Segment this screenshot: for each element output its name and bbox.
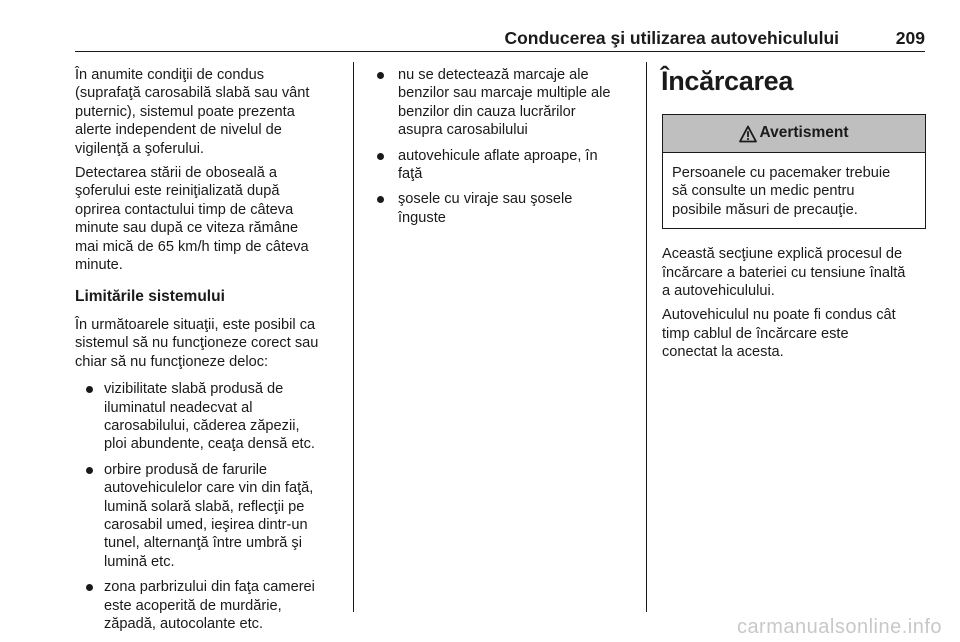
bullet-icon (377, 196, 384, 203)
warning-box (662, 114, 926, 229)
list-item-text: şosele cu viraje sau şosele înguste (398, 191, 573, 226)
subheading-limitations: Limitările sistemului (75, 288, 225, 306)
limitations-list (75, 380, 347, 633)
warning-text: Persoanele cu pacemaker trebuie să consulte un medic pentru posibile măsuri de precauţie. (672, 165, 891, 218)
paragraph: Detectarea stării de oboseală a şoferului este reiniţializată după oprirea contactului timp de câteva minute sau după ce viteza rămâne mai mică de 65 km/h timp de câteva minute. (75, 165, 309, 274)
section-title: Încărcarea (661, 66, 794, 96)
paragraph: Această secţiune explică procesul de încărcare a bateriei cu tensiune înaltă a autovehiculului. (662, 246, 906, 300)
list-item (75, 461, 347, 571)
bullet-icon (86, 584, 93, 591)
column-divider-right (646, 62, 647, 612)
bullet-icon (377, 72, 384, 79)
column-left (75, 66, 347, 640)
list-item (75, 380, 347, 454)
column-middle (370, 66, 638, 234)
header-rule (75, 51, 925, 52)
paragraph: Autovehiculul nu poate fi condus cât timp cablul de încărcare este conectat la acesta. (662, 307, 896, 361)
limitations-intro: În următoarele situaţii, este posibil ca sistemul să nu funcţioneze corect sau chiar să nu funcţioneze deloc: (75, 316, 319, 370)
limitations-list-continued (370, 66, 638, 227)
list-item (370, 190, 638, 227)
page-header (75, 26, 925, 56)
list-item-text: orbire produsă de farurile autovehiculelor care vin din faţă, lumină solară slabă, reflecţii pe carosabil umed, ieşirea dintr-un tunel, alternanţă între umbră şi lumină etc. (104, 461, 314, 570)
list-item-text: autovehicule aflate aproape, în faţă (398, 147, 598, 183)
column-divider-left (353, 62, 354, 612)
warning-title: Avertisment (759, 124, 849, 142)
list-item (370, 147, 638, 184)
header-title: Conducerea şi utilizarea autovehiculului (504, 28, 839, 48)
paragraph: În anumite condiţii de condus (suprafaţă carosabilă slabă sau vânt puternic), sistemul poate prezenta alerte independent de nivelul de vigilenţă a şoferului. (75, 67, 310, 157)
list-item-text: vizibilitate slabă produsă de iluminatul neadecvat al carosabilului, căderea zăpezii, ploi abundente, ceaţa densă etc. (104, 381, 315, 453)
column-right (662, 66, 926, 368)
warning-triangle-icon (739, 125, 757, 143)
list-item (370, 66, 638, 140)
page-number: 209 (895, 28, 925, 48)
list-item (75, 578, 347, 633)
bullet-icon (377, 153, 384, 160)
list-item-text: zona parbrizului din faţa camerei este acoperită de murdărie, zăpadă, autocolante etc. (104, 579, 315, 632)
list-item-text: nu se detectează marcaje ale benzilor sau marcaje multiple ale benzilor din cauza lucrărilor asupra carosabilului (398, 67, 611, 139)
bullet-icon (86, 467, 93, 474)
watermark: carmanualsonline.info (736, 616, 942, 638)
warning-header (663, 115, 925, 153)
bullet-icon (86, 386, 93, 393)
